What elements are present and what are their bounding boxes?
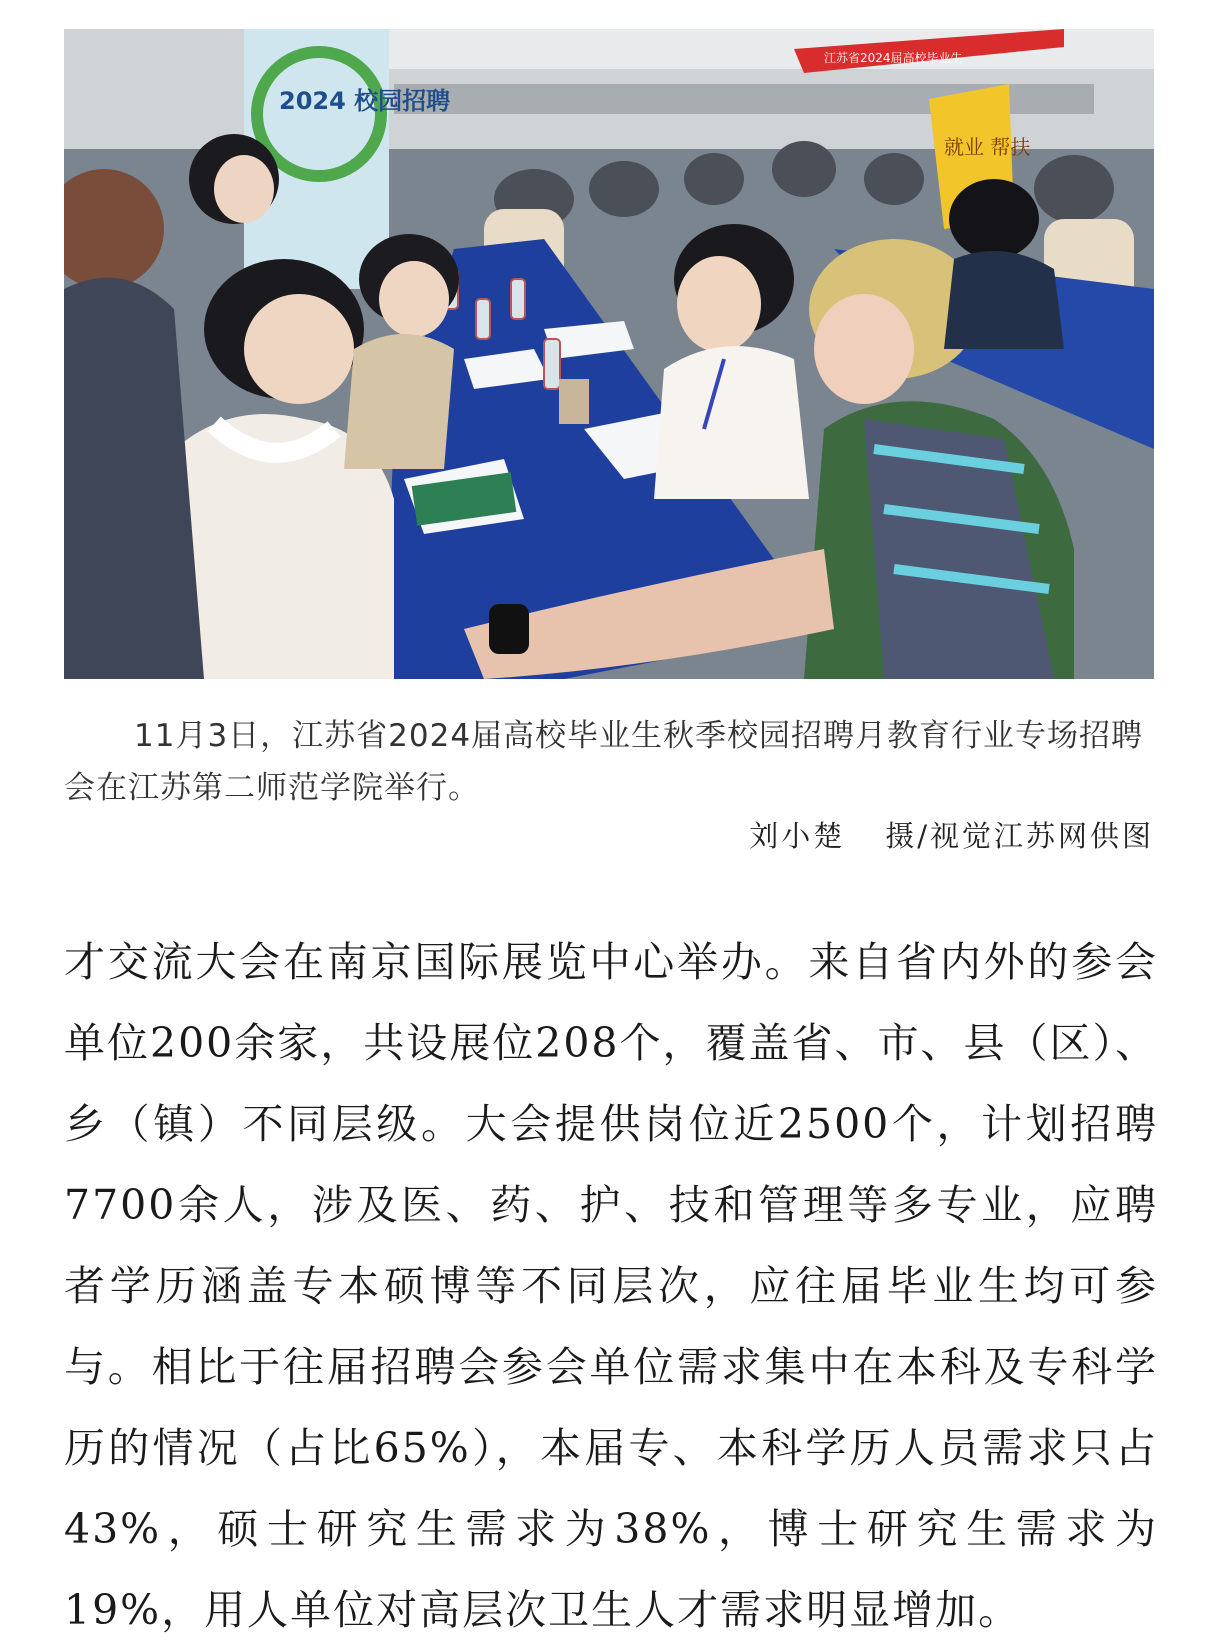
photo-illustration xyxy=(64,29,1154,679)
body-paragraph: 才交流大会在南京国际展览中心举办。来自省内外的参会单位200余家，共设展位208个，覆盖省、市、县（区）、乡（镇）不同层级。大会提供岗位近2500个，计划招聘7700余人，涉及医、药、护、技和管理等多专业，应聘者学历涵盖专本硕博等不同层次，应往届毕业生均可参与。相比于往届招聘会参会单位需求集中在本科及专科学历的情况（占比65%），本届专、本科学历人员需求只占43%，硕士研究生需求为38%，博士研究生需求为19%，用人单位对高层次卫生人才需求明显增加。 xyxy=(64,938,1159,1634)
article-body xyxy=(64,922,1158,1651)
photo-credit xyxy=(749,814,1154,855)
job-fair-photo xyxy=(64,29,1154,679)
top-banner-label: 江苏省2024届高校毕业生 xyxy=(824,51,963,65)
photo-caption xyxy=(64,710,1154,814)
caption-text: 11月3日，江苏省2024届高校毕业生秋季校园招聘月教育行业专场招聘会在江苏第二师范学院举行。 xyxy=(64,718,1144,806)
photographer-name: 刘小楚 xyxy=(749,819,846,853)
credit-source: 摄/视觉江苏网供图 xyxy=(885,819,1154,853)
sign-label: 就业 帮扶 xyxy=(944,135,1031,159)
banner-label: 2024 校园招聘 xyxy=(279,87,451,115)
